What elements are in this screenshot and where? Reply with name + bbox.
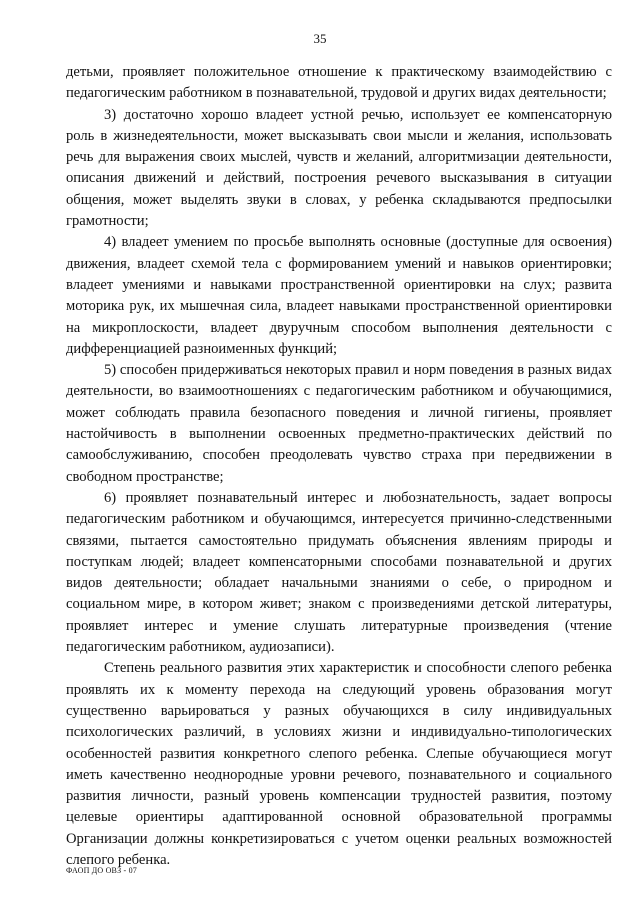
paragraph-item-4: 4) владеет умением по просьбе выполнять основные (доступные для освоения) движения, владеет схемой тела с формированием умений и навыков ориентировки; владеет умениями и навыками пространственной ориентировки на слух; развита моторика рук, их мышечная сила, владеет навыками пространственной ориентировки на микроплоскости, владеет двуручным способом выполнения деятельности с дифференциацией разноименных функций; [66, 234, 612, 357]
paragraph-item-3: 3) достаточно хорошо владеет устной речью, использует ее компенсаторную роль в жизнедеятельности, может высказывать свои мысли и желания, использовать речь для выражения своих мыслей, чувств и желаний, алгоритмизации деятельности, описания движений и действий, построения речевого высказывания в ситуации общения, может выделять звуки в словах, у ребенка складываются предпосылки грамотности; [66, 106, 612, 230]
paragraph-continuation: детьми, проявляет положительное отношение к практическому взаимодействию с педагогическим работником в познавательной, трудовой и других видах деятельности; [66, 64, 612, 102]
footer-label: ФАОП ДО ОВЗ - 07 [66, 866, 137, 875]
paragraph-item-6: 6) проявляет познавательный интерес и любознательность, задает вопросы педагогическим работником и обучающимся, интересуется причинно-следственными связями, пытается самостоятельно придумать объяснения явлениям природы и поступкам людей; владеет компенсаторными способами познавательной и других видов деятельности; обладает начальными знаниями о себе, о природном и социальном мире, в котором живет; знаком с произведениями детской литературы, проявляет интерес и умение слушать литературные произведения (чтение педагогическим работником, аудиозаписи). [66, 489, 612, 656]
paragraph-item-5: 5) способен придерживаться некоторых правил и норм поведения в разных видах деятельности, во взаимоотношениях с педагогическим работником и обучающимися, может соблюдать правила безопасного поведения и личной гигиены, проявляет настойчивость в выполнении освоенных предметно-практических действий по самообслуживанию, способен преодолевать чувство страха при передвижении в свободном пространстве; [66, 362, 612, 485]
paragraph-summary: Степень реального развития этих характеристик и способности слепого ребенка проявлять их к моменту перехода на следующий уровень образования могут существенно варьироваться у разных обучающихся в силу индивидуальных психологических различий, в условиях жизни и индивидуально-типологических особенностей развития конкретного слепого ребенка. Слепые обучающиеся могут иметь качественно неоднородные уровни речевого, познавательного и социального развития личности, разный уровень компенсации трудностей развития, поэтому целевые ориентиры адаптированной основной образовательной программы Организации должны конкретизироваться с учетом оценки реальных возможностей слепого ребенка. [66, 660, 612, 868]
page-number: 35 [313, 31, 327, 46]
document-body [66, 62, 612, 871]
